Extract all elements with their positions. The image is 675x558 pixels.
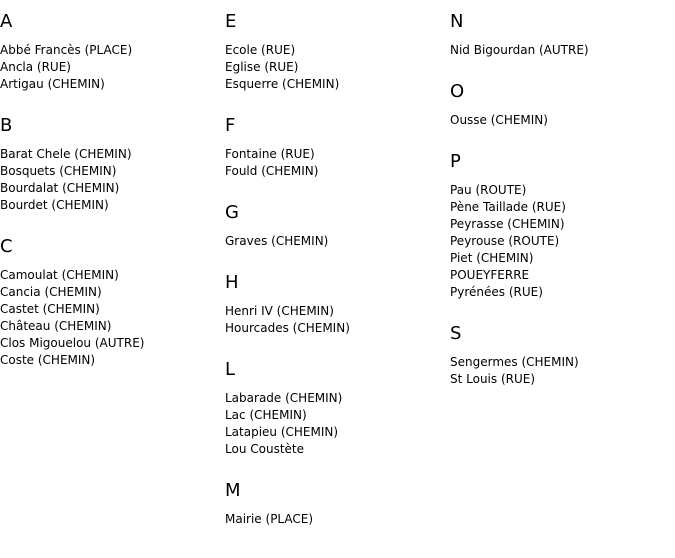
street-entry: Camoulat (CHEMIN) <box>0 268 119 282</box>
street-entry: Ousse (CHEMIN) <box>450 113 548 127</box>
street-entry: Ecole (RUE) <box>225 43 296 57</box>
letter-heading: E <box>225 11 237 32</box>
group-spacer <box>225 93 450 104</box>
street-entry: Mairie (PLACE) <box>225 512 314 526</box>
street-entry: Henri IV (CHEMIN) <box>225 304 334 318</box>
street-list <box>225 146 450 180</box>
letter-heading: C <box>0 236 13 257</box>
group-spacer <box>450 129 675 140</box>
letter-group <box>225 272 450 348</box>
group-spacer <box>450 59 675 70</box>
letter-group <box>225 115 450 191</box>
letter-heading: G <box>225 202 239 223</box>
street-list <box>0 42 225 93</box>
street-entry: Clos Migouelou (AUTRE) <box>0 336 145 350</box>
street-entry: Bourdalat (CHEMIN) <box>0 181 120 195</box>
street-list <box>225 42 450 93</box>
street-entry: Castet (CHEMIN) <box>0 302 100 316</box>
street-entry: St Louis (RUE) <box>450 372 536 386</box>
street-list <box>225 233 450 250</box>
column-2 <box>225 0 450 539</box>
letter-heading: F <box>225 115 236 136</box>
letter-heading: B <box>0 115 13 136</box>
letter-group <box>225 11 450 104</box>
street-entry: Coste (CHEMIN) <box>0 353 96 367</box>
letter-group <box>0 236 225 380</box>
street-entry: Hourcades (CHEMIN) <box>225 321 350 335</box>
column-3 <box>450 0 675 399</box>
group-spacer <box>0 93 225 104</box>
letter-heading: S <box>450 323 462 344</box>
street-entry: Ancla (RUE) <box>0 60 71 74</box>
column-1 <box>0 0 225 380</box>
street-entry: Sengermes (CHEMIN) <box>450 355 579 369</box>
street-entry: Peyrasse (CHEMIN) <box>450 217 565 231</box>
letter-group <box>225 359 450 469</box>
street-entry: Fould (CHEMIN) <box>225 164 319 178</box>
street-entry: Piet (CHEMIN) <box>450 251 534 265</box>
street-entry: Lac (CHEMIN) <box>225 408 307 422</box>
group-spacer <box>450 301 675 312</box>
street-entry: Esquerre (CHEMIN) <box>225 77 340 91</box>
street-entry: Labarade (CHEMIN) <box>225 391 343 405</box>
letter-group <box>450 151 675 312</box>
street-entry: Abbé Francès (PLACE) <box>0 43 133 57</box>
group-spacer <box>225 337 450 348</box>
group-spacer <box>450 388 675 399</box>
street-entry: Barat Chele (CHEMIN) <box>0 147 132 161</box>
group-spacer <box>225 458 450 469</box>
letter-heading: A <box>0 11 13 32</box>
street-entry: Château (CHEMIN) <box>0 319 112 333</box>
letter-heading: M <box>225 480 241 501</box>
street-entry: Pyrénées (RUE) <box>450 285 543 299</box>
street-entry: Artigau (CHEMIN) <box>0 77 105 91</box>
street-list <box>450 182 675 301</box>
group-spacer <box>225 528 450 539</box>
street-list <box>450 42 675 59</box>
group-spacer <box>225 250 450 261</box>
letter-group <box>450 323 675 399</box>
letter-group <box>450 81 675 140</box>
letter-heading: O <box>450 81 465 102</box>
letter-group <box>225 202 450 261</box>
letter-heading: L <box>225 359 236 380</box>
group-spacer <box>0 214 225 225</box>
street-entry: Cancia (CHEMIN) <box>0 285 102 299</box>
street-entry: Bourdet (CHEMIN) <box>0 198 109 212</box>
letter-group <box>0 115 225 225</box>
street-entry: Peyrouse (ROUTE) <box>450 234 560 248</box>
letter-heading: H <box>225 272 239 293</box>
street-entry: Latapieu (CHEMIN) <box>225 425 339 439</box>
street-list <box>225 390 450 458</box>
street-entry: Pène Taillade (RUE) <box>450 200 566 214</box>
letter-group <box>225 480 450 539</box>
street-entry: Nid Bigourdan (AUTRE) <box>450 43 589 57</box>
letter-heading: N <box>450 11 464 32</box>
street-list <box>450 354 675 388</box>
street-entry: Lou Coustète <box>225 442 304 456</box>
group-spacer <box>225 180 450 191</box>
letter-heading: P <box>450 151 461 172</box>
street-entry: POUEYFERRE <box>450 268 530 282</box>
street-list <box>225 303 450 337</box>
street-entry: Eglise (RUE) <box>225 60 299 74</box>
street-list <box>450 112 675 129</box>
street-list <box>225 511 450 528</box>
street-entry: Bosquets (CHEMIN) <box>0 164 117 178</box>
street-entry: Fontaine (RUE) <box>225 147 315 161</box>
street-list <box>0 267 225 369</box>
letter-group <box>0 11 225 104</box>
street-entry: Pau (ROUTE) <box>450 183 527 197</box>
street-list <box>0 146 225 214</box>
group-spacer <box>0 369 225 380</box>
letter-group <box>450 11 675 70</box>
street-entry: Graves (CHEMIN) <box>225 234 329 248</box>
